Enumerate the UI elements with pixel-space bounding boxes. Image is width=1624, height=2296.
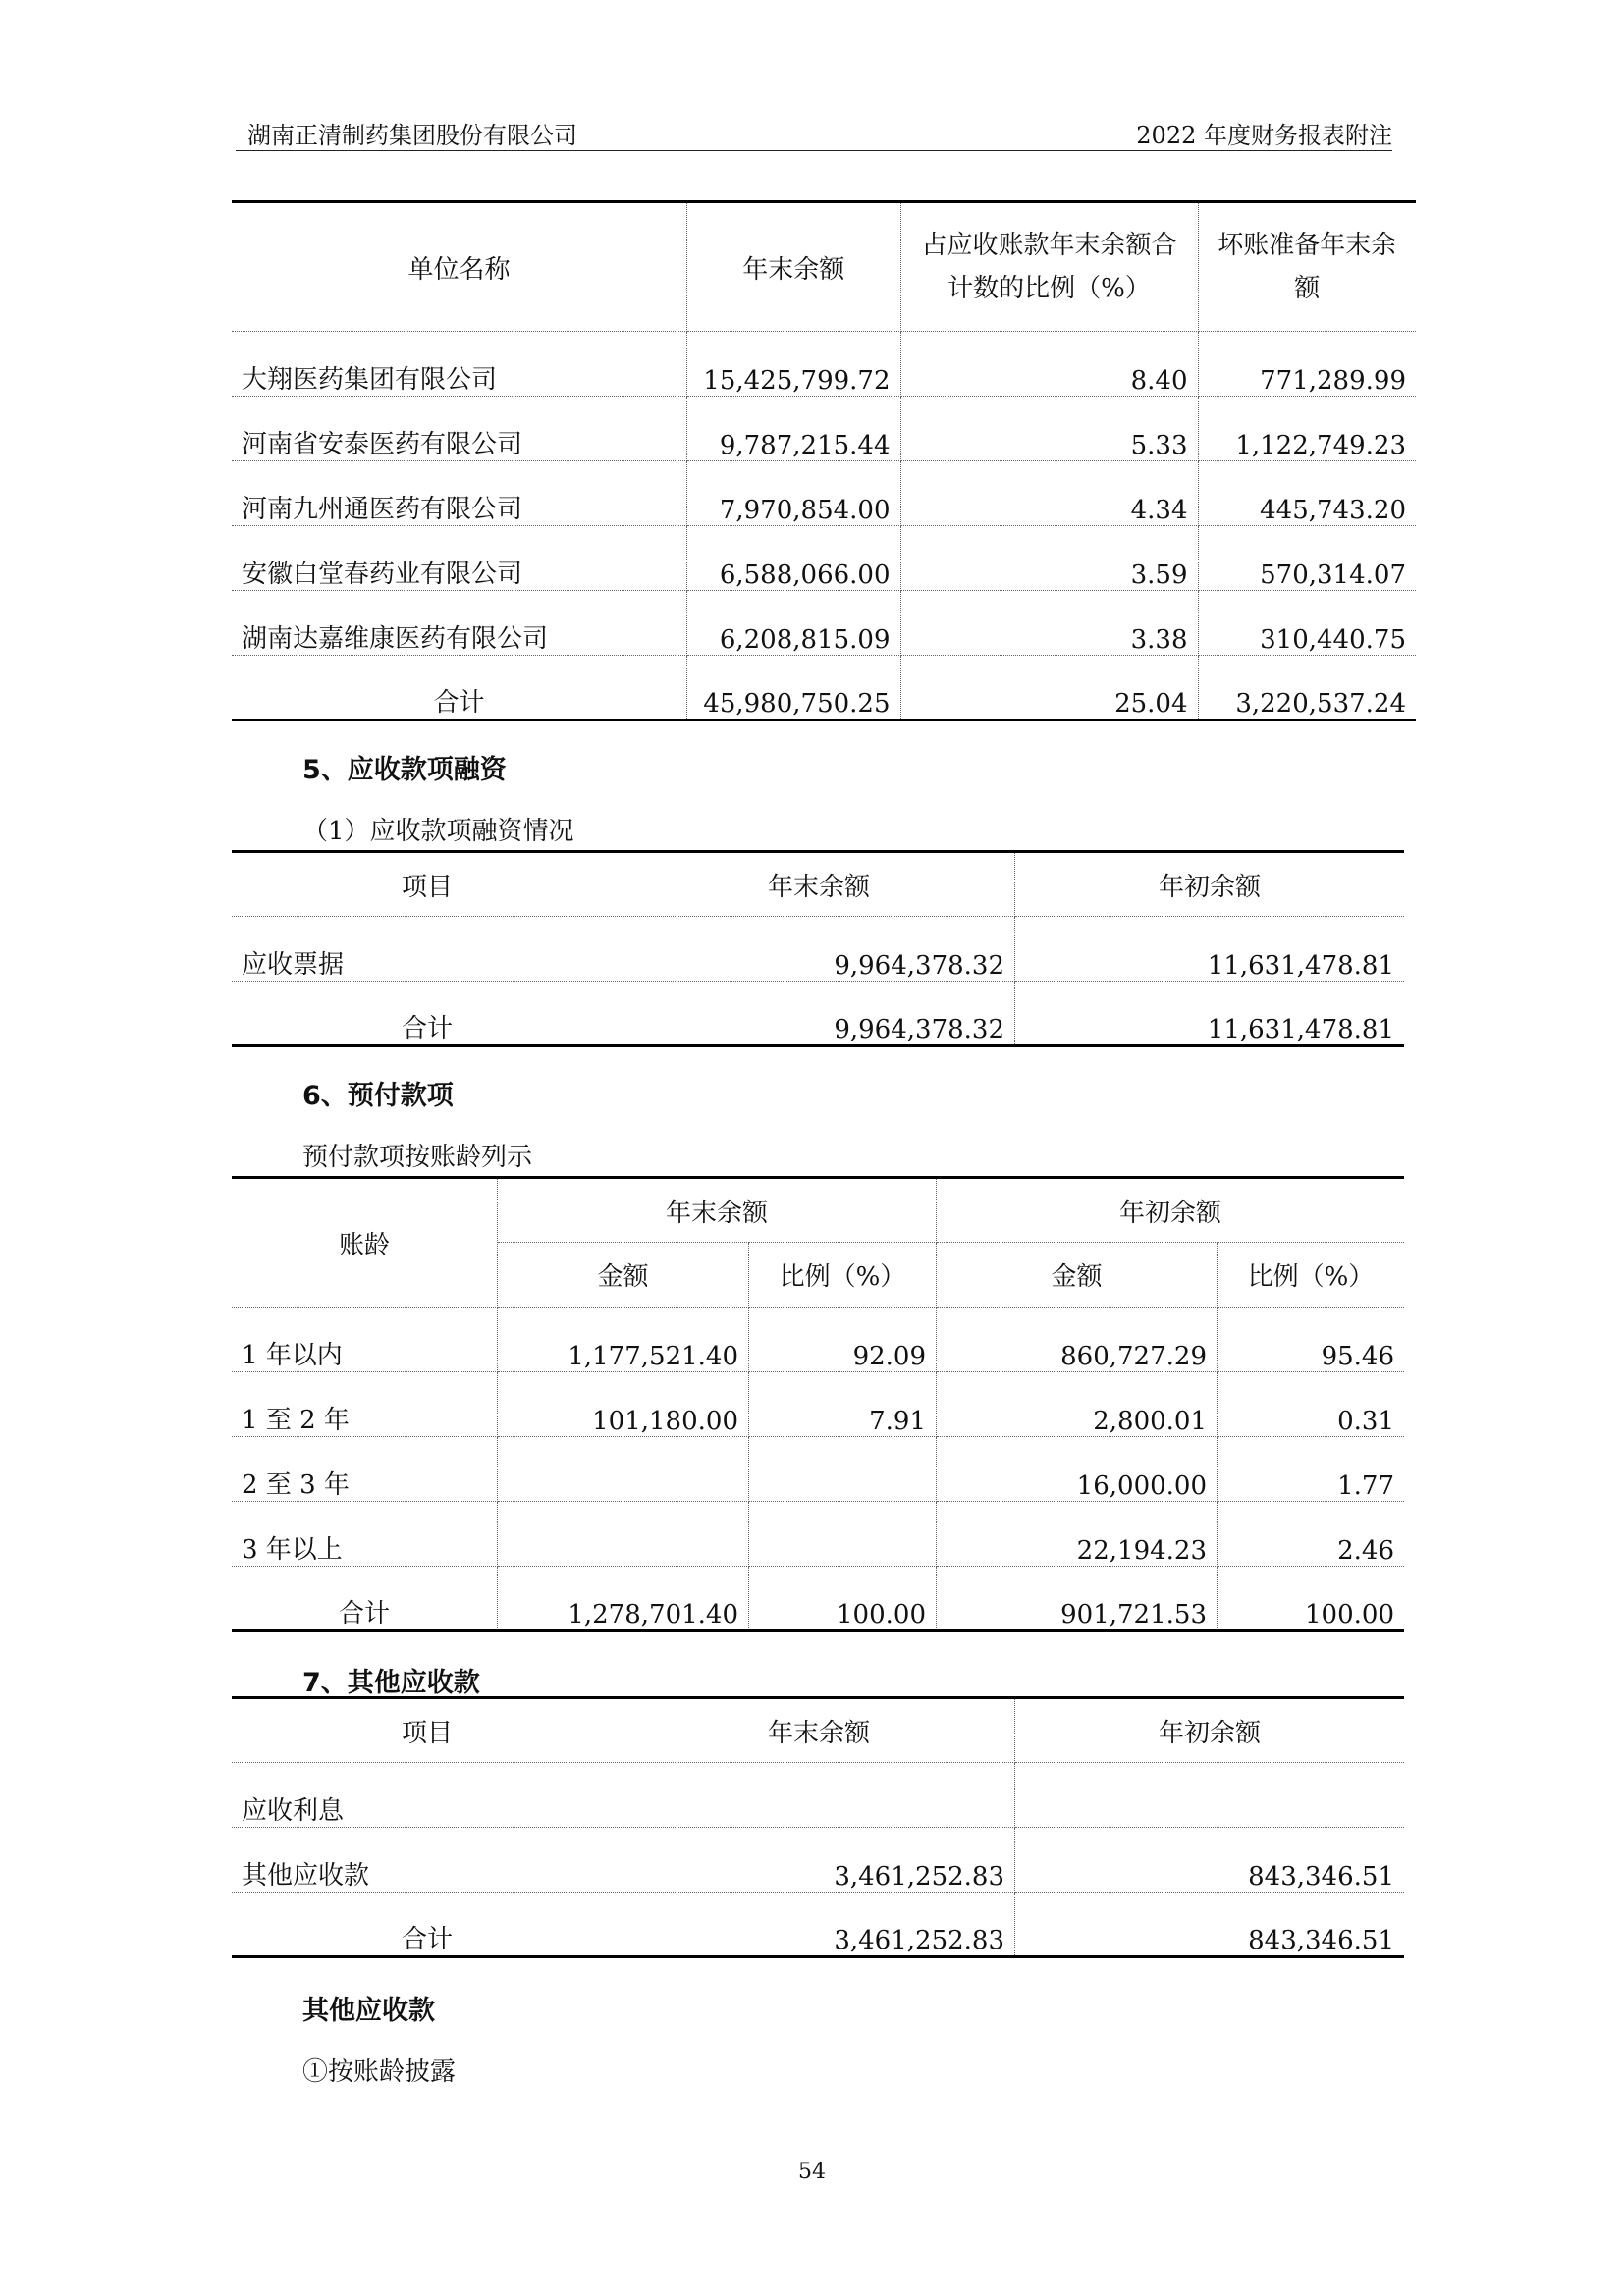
- cell-amount-end: [498, 1502, 749, 1567]
- cell-amount: 9,787,215.44: [687, 397, 900, 461]
- col-header-year-begin: 年初余额: [1015, 852, 1405, 917]
- cell-total-label: 合计: [232, 1893, 623, 1957]
- aging-disclosure-subheading: ①按账龄披露: [302, 2057, 457, 2087]
- cell-total-year-begin: 843,346.51: [1248, 1926, 1394, 1955]
- cell-total-label: 合计: [232, 982, 623, 1046]
- table-row: [232, 1502, 1404, 1567]
- cell-unit: 湖南达嘉维康医药有限公司: [232, 591, 687, 656]
- cell-age: 1 至 2 年: [232, 1372, 498, 1437]
- table-row: [232, 332, 1416, 397]
- cell-year-begin: 843,346.51: [1015, 1828, 1405, 1893]
- table-row: [232, 591, 1416, 656]
- cell-age: 2 至 3 年: [232, 1437, 498, 1502]
- table-row: [232, 1763, 1404, 1828]
- cell-total-ratio: 25.04: [900, 656, 1198, 721]
- cell-bad-debt: 310,440.75: [1198, 591, 1416, 656]
- cell-total-ratio-begin: 100.00: [1305, 1600, 1394, 1629]
- table-row: [232, 461, 1416, 526]
- section-5-heading: 5、应收款项融资: [302, 755, 507, 785]
- col-group-year-begin: 年初余额: [937, 1178, 1405, 1243]
- cell-total-year-begin: 11,631,478.81: [1207, 1015, 1394, 1044]
- header-report-title: 2022 年度财务报表附注: [1136, 122, 1392, 149]
- cell-ratio-end: [749, 1437, 937, 1502]
- cell-amount: 15,425,799.72: [687, 332, 900, 397]
- cell-bad-debt: 1,122,749.23: [1198, 397, 1416, 461]
- col-header-amount-begin: 金额: [937, 1243, 1218, 1308]
- cell-item: 其他应收款: [232, 1828, 623, 1893]
- top-receivables-table: [232, 200, 1416, 721]
- col-header-age: 账龄: [232, 1178, 498, 1308]
- cell-amount-begin: 16,000.00: [937, 1437, 1218, 1502]
- cell-ratio-begin: 0.31: [1218, 1372, 1405, 1437]
- cell-ratio: 8.40: [900, 332, 1198, 397]
- cell-amount-begin: 2,800.01: [937, 1372, 1218, 1437]
- cell-amount: 6,208,815.09: [687, 591, 900, 656]
- cell-bad-debt: 445,743.20: [1198, 461, 1416, 526]
- cell-amount: 7,970,854.00: [687, 461, 900, 526]
- cell-age: 1 年以内: [232, 1308, 498, 1372]
- cell-item: 应收利息: [232, 1763, 623, 1828]
- cell-total-amount-end: 1,278,701.40: [498, 1567, 749, 1631]
- cell-year-end: 3,461,252.83: [623, 1828, 1015, 1893]
- col-header-item: 项目: [232, 852, 623, 917]
- cell-total-year-end: 3,461,252.83: [623, 1893, 1015, 1957]
- table-row: [232, 1308, 1404, 1372]
- table-total-row: [232, 1567, 1404, 1631]
- cell-year-begin: [1015, 1763, 1405, 1828]
- table-total-row: [232, 1893, 1404, 1957]
- header-rule: [236, 150, 1392, 151]
- cell-unit: 安徽白堂春药业有限公司: [232, 526, 687, 591]
- cell-ratio-end: 92.09: [749, 1308, 937, 1372]
- cell-amount-end: 101,180.00: [498, 1372, 749, 1437]
- cell-total-bad-debt: 3,220,537.24: [1235, 689, 1406, 719]
- col-group-year-end: 年末余额: [498, 1178, 937, 1243]
- cell-ratio: 5.33: [900, 397, 1198, 461]
- page-number: 54: [798, 2160, 826, 2184]
- cell-total-ratio-end: 100.00: [749, 1567, 937, 1631]
- col-header-amount-end: 金额: [498, 1243, 749, 1308]
- table-row: [232, 1437, 1404, 1502]
- cell-unit: 河南省安泰医药有限公司: [232, 397, 687, 461]
- col-header-year-end: 年末余额: [623, 852, 1015, 917]
- col-header-year-end: 年末余额: [687, 202, 900, 332]
- col-header-ratio-end: 比例（%）: [749, 1243, 937, 1308]
- cell-ratio: 3.59: [900, 526, 1198, 591]
- table-header-row: [232, 1698, 1404, 1763]
- col-header-item: 项目: [232, 1698, 623, 1763]
- table-total-row: [232, 656, 1416, 721]
- cell-ratio-begin: 95.46: [1218, 1308, 1405, 1372]
- table-header-row: [232, 202, 1416, 332]
- cell-ratio-end: 7.91: [749, 1372, 937, 1437]
- cell-ratio-begin: 1.77: [1218, 1437, 1405, 1502]
- section-5-subheading: （1）应收款项融资情况: [302, 817, 574, 846]
- other-receivables-table: [232, 1696, 1404, 1958]
- col-header-unit: 单位名称: [232, 202, 687, 332]
- table-row: [232, 526, 1416, 591]
- cell-item: 应收票据: [232, 917, 623, 982]
- table-header-row: [232, 1178, 1404, 1243]
- cell-amount-end: 1,177,521.40: [498, 1308, 749, 1372]
- cell-amount: 6,588,066.00: [687, 526, 900, 591]
- col-header-ratio: 占应收账款年末余额合计数的比例（%）: [900, 202, 1198, 332]
- cell-amount-begin: 22,194.23: [937, 1502, 1218, 1567]
- cell-year-end: 9,964,378.32: [623, 917, 1015, 982]
- section-6-subheading: 预付款项按账龄列示: [302, 1143, 533, 1172]
- cell-ratio-begin: 2.46: [1218, 1502, 1405, 1567]
- table-header-row: [232, 852, 1404, 917]
- cell-age: 3 年以上: [232, 1502, 498, 1567]
- col-header-year-begin: 年初余额: [1015, 1698, 1405, 1763]
- col-header-ratio-begin: 比例（%）: [1218, 1243, 1405, 1308]
- financing-receivables-table: [232, 850, 1404, 1047]
- col-header-year-end: 年末余额: [623, 1698, 1015, 1763]
- section-6-heading: 6、预付款项: [302, 1081, 454, 1111]
- cell-ratio: 3.38: [900, 591, 1198, 656]
- cell-total-label: 合计: [232, 1567, 498, 1631]
- cell-amount-begin: 860,727.29: [937, 1308, 1218, 1372]
- cell-total-amount-begin: 901,721.53: [937, 1567, 1218, 1631]
- header-company: 湖南正清制药集团股份有限公司: [247, 122, 577, 149]
- table-row: [232, 1828, 1404, 1893]
- table-row: [232, 397, 1416, 461]
- cell-ratio-end: [749, 1502, 937, 1567]
- cell-unit: 大翔医药集团有限公司: [232, 332, 687, 397]
- cell-year-begin: 11,631,478.81: [1015, 917, 1405, 982]
- section-7-heading: 7、其他应收款: [302, 1668, 480, 1698]
- col-header-bad-debt: 坏账准备年末余额: [1198, 202, 1416, 332]
- other-receivables-heading: 其他应收款: [302, 1996, 435, 2026]
- cell-bad-debt: 771,289.99: [1198, 332, 1416, 397]
- cell-ratio: 4.34: [900, 461, 1198, 526]
- table-total-row: [232, 982, 1404, 1046]
- cell-amount-end: [498, 1437, 749, 1502]
- prepayments-aging-table: [232, 1176, 1404, 1632]
- cell-bad-debt: 570,314.07: [1198, 526, 1416, 591]
- cell-year-end: [623, 1763, 1015, 1828]
- table-row: [232, 917, 1404, 982]
- cell-unit: 河南九州通医药有限公司: [232, 461, 687, 526]
- cell-total-label: 合计: [232, 656, 687, 721]
- cell-total-year-end: 9,964,378.32: [623, 982, 1015, 1046]
- table-row: [232, 1372, 1404, 1437]
- cell-total-amount: 45,980,750.25: [687, 656, 900, 721]
